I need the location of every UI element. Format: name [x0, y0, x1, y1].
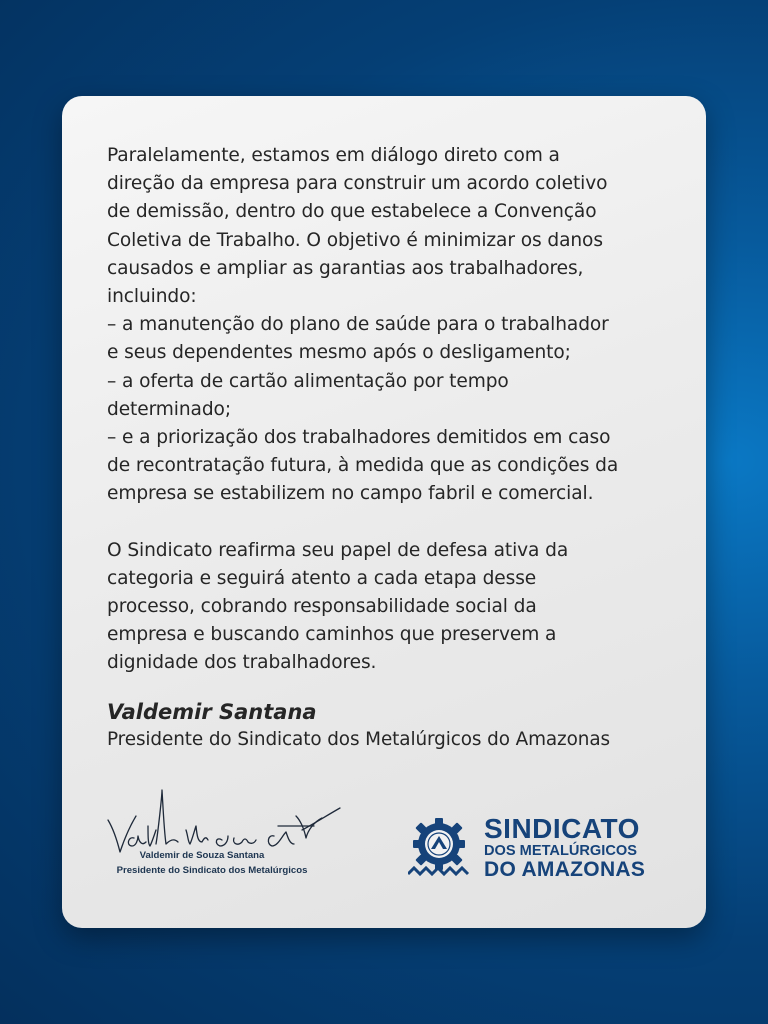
logo-line-1: SINDICATO [484, 813, 640, 844]
logo-line-2: DOS METALÚRGICOS [484, 843, 637, 859]
author-name: Valdemir Santana [107, 700, 317, 724]
sindicato-logo [408, 813, 668, 881]
signature-role: Presidente do Sindicato dos Metalúrgicos [116, 865, 308, 876]
signature-name: Valdemir de Souza Santana [139, 850, 265, 861]
author-block [107, 698, 687, 754]
logo-line-3: DO AMAZONAS [484, 858, 646, 881]
author-role: Presidente do Sindicato dos Metalúrgicos do Amazonas [107, 729, 610, 750]
letter-body [107, 142, 673, 678]
letter-card [62, 96, 706, 928]
logo-text [484, 814, 684, 880]
paragraph-1: Paralelamente, estamos em diálogo direto com a direção da empresa para construir um acordo coletivo de demissão, dentro do que estabelece a Convenção Coletiva de Trabalho. O objetivo é minimizar os danos causados e ampliar as garantias aos trabalhadores, incluindo: – a manutenção do plano de saúde para o trabalhador e seus dependentes mesmo após o desligamento; – a oferta de cartão alimentação por tempo determinado; – e a priorização dos trabalhadores demitidos em caso de recontratação futura, à medida que as condições da empresa se estabilizem no campo fabril e comercial. [107, 145, 619, 505]
gear-icon [408, 816, 470, 878]
paragraph-2: O Sindicato reafirma seu papel de defesa ativa da categoria e seguirá atento a cada etapa desse processo, cobrando responsabilidade social da empresa e buscando caminhos que preservem a dignidade dos trabalhadores. [107, 539, 569, 674]
